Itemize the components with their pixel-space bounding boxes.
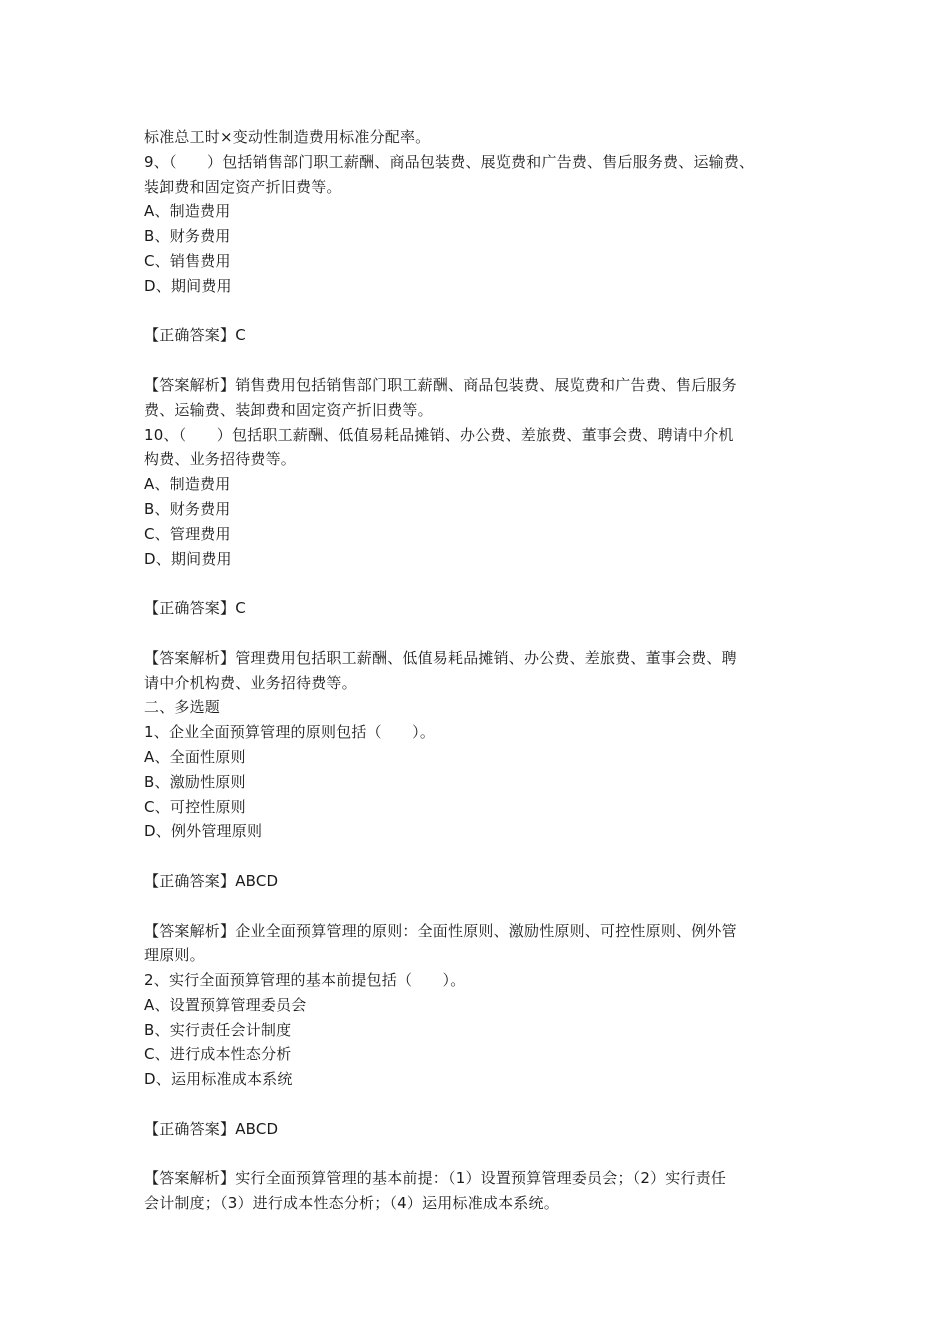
mc-question-2-explanation-cont: 会计制度；（3）进行成本性态分析；（4）运用标准成本系统。 [144,1194,559,1213]
mc-question-2-option-b: B、实行责任会计制度 [144,1020,292,1039]
question-9-option-c: C、销售费用 [144,251,231,270]
text-line: 标准总工时×变动性制造费用标准分配率。 [144,128,431,146]
question-10-option-c: C、管理费用 [144,524,231,543]
mc-question-1-explanation-cont: 理原则。 [144,946,205,965]
mc-question-2-stem: 2、实行全面预算管理的基本前提包括（ ）。 [144,971,466,990]
document-body [144,125,824,1216]
mc-question-1-option-c: C、可控性原则 [144,797,246,816]
question-9-explanation-cont: 费、运输费、装卸费和固定资产折旧费等。 [144,400,433,419]
spacer [144,621,824,646]
question-10-stem-cont: 构费、业务招待费等。 [144,450,297,469]
question-10-explanation: 【答案解析】管理费用包括职工薪酬、低值易耗品摊销、办公费、差旅费、董事会费、聘 [144,648,737,667]
section-heading-multiple-choice: 二、多选题 [144,698,221,717]
mc-question-2-explanation: 【答案解析】实行全面预算管理的基本前提：（1）设置预算管理委员会；（2）实行责任 [144,1169,727,1188]
question-10-option-b: B、财务费用 [144,499,231,518]
mc-question-2-option-a: A、设置预算管理委员会 [144,995,307,1014]
question-9-option-a: A、制造费用 [144,202,231,221]
question-10-explanation-cont: 请中介机构费、业务招待费等。 [144,673,357,692]
mc-question-2-answer: 【正确答案】ABCD [144,1119,279,1138]
mc-question-2-option-d: D、运用标准成本系统 [144,1070,293,1089]
mc-question-1-stem: 1、企业全面预算管理的原则包括（ ）。 [144,723,436,742]
mc-question-1-option-d: D、例外管理原则 [144,822,263,841]
spacer [144,348,824,373]
mc-question-1-option-a: A、全面性原则 [144,747,246,766]
question-9-stem: 9、（ ）包括销售部门职工薪酬、商品包装费、展览费和广告费、售后服务费、运输费、 [144,152,755,171]
spacer [144,299,824,324]
question-10-answer: 【正确答案】C [144,599,246,618]
spacer [144,844,824,869]
question-10-option-d: D、期间费用 [144,549,232,568]
question-9-option-d: D、期间费用 [144,276,232,295]
mc-question-1-explanation: 【答案解析】企业全面预算管理的原则：全面性原则、激励性原则、可控性原则、例外管 [144,921,737,940]
spacer [144,1092,824,1117]
spacer [144,894,824,919]
spacer [144,1142,824,1167]
mc-question-2-option-c: C、进行成本性态分析 [144,1045,292,1064]
mc-question-1-answer: 【正确答案】ABCD [144,871,279,890]
question-9-explanation: 【答案解析】销售费用包括销售部门职工薪酬、商品包装费、展览费和广告费、售后服务 [144,375,737,394]
question-10-stem: 10、（ ）包括职工薪酬、低值易耗品摊销、办公费、差旅费、董事会费、聘请中介机 [144,425,734,444]
spacer [144,571,824,596]
question-10-option-a: A、制造费用 [144,475,231,494]
mc-question-1-option-b: B、激励性原则 [144,772,246,791]
question-9-stem-cont: 装卸费和固定资产折旧费等。 [144,177,342,196]
question-9-answer: 【正确答案】C [144,326,246,345]
question-9-option-b: B、财务费用 [144,227,231,246]
